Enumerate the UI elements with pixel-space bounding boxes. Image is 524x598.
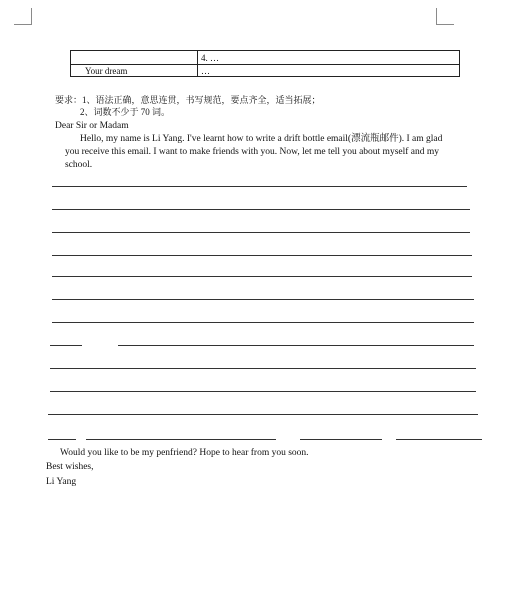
writing-line: [300, 439, 382, 440]
requirement-line-2: 2、词数不少于 70 词。: [80, 107, 171, 117]
writing-line: [50, 391, 476, 392]
crop-mark-top-left: [31, 8, 32, 25]
letter-signature: Li Yang: [46, 477, 77, 487]
table-row-divider: [71, 64, 459, 65]
writing-line: [52, 186, 467, 187]
letter-sign-off: Best wishes,: [46, 462, 94, 472]
writing-line: [52, 276, 472, 277]
writing-line: [48, 439, 76, 440]
crop-mark-top-left: [14, 24, 32, 25]
letter-body-line-2: you receive this email. I want to make friends with you. Now, let me tell you about myself and my: [65, 147, 440, 157]
table-row2-label: Your dream: [85, 66, 128, 76]
letter-body-line-1: Hello, my name is Li Yang. I've learnt how to write a drift bottle email(漂流瓶邮件). I am glad: [80, 134, 443, 144]
writing-line: [52, 209, 470, 210]
crop-mark-top-right: [436, 8, 437, 25]
writing-line: [52, 299, 474, 300]
requirement-line-1: 要求：1、语法正确，意思连贯，书写规范，要点齐全，适当拓展；: [55, 95, 321, 105]
writing-line: [86, 439, 276, 440]
writing-line: [118, 345, 474, 346]
writing-line: [52, 255, 472, 256]
table-row2-value: …: [201, 66, 210, 76]
letter-closing-line: Would you like to be my penfriend? Hope to hear from you soon.: [60, 448, 309, 458]
letter-body-line-3: school.: [65, 160, 93, 170]
writing-line: [52, 322, 474, 323]
letter-greeting: Dear Sir or Madam: [55, 121, 129, 131]
table-column-divider: [197, 51, 198, 76]
writing-line: [50, 368, 476, 369]
writing-line: [48, 414, 478, 415]
writing-line: [396, 439, 482, 440]
writing-line: [52, 232, 470, 233]
writing-line: [50, 345, 82, 346]
info-table: [70, 50, 460, 77]
crop-mark-top-right: [436, 24, 454, 25]
table-row1-value: 4. …: [201, 53, 219, 63]
